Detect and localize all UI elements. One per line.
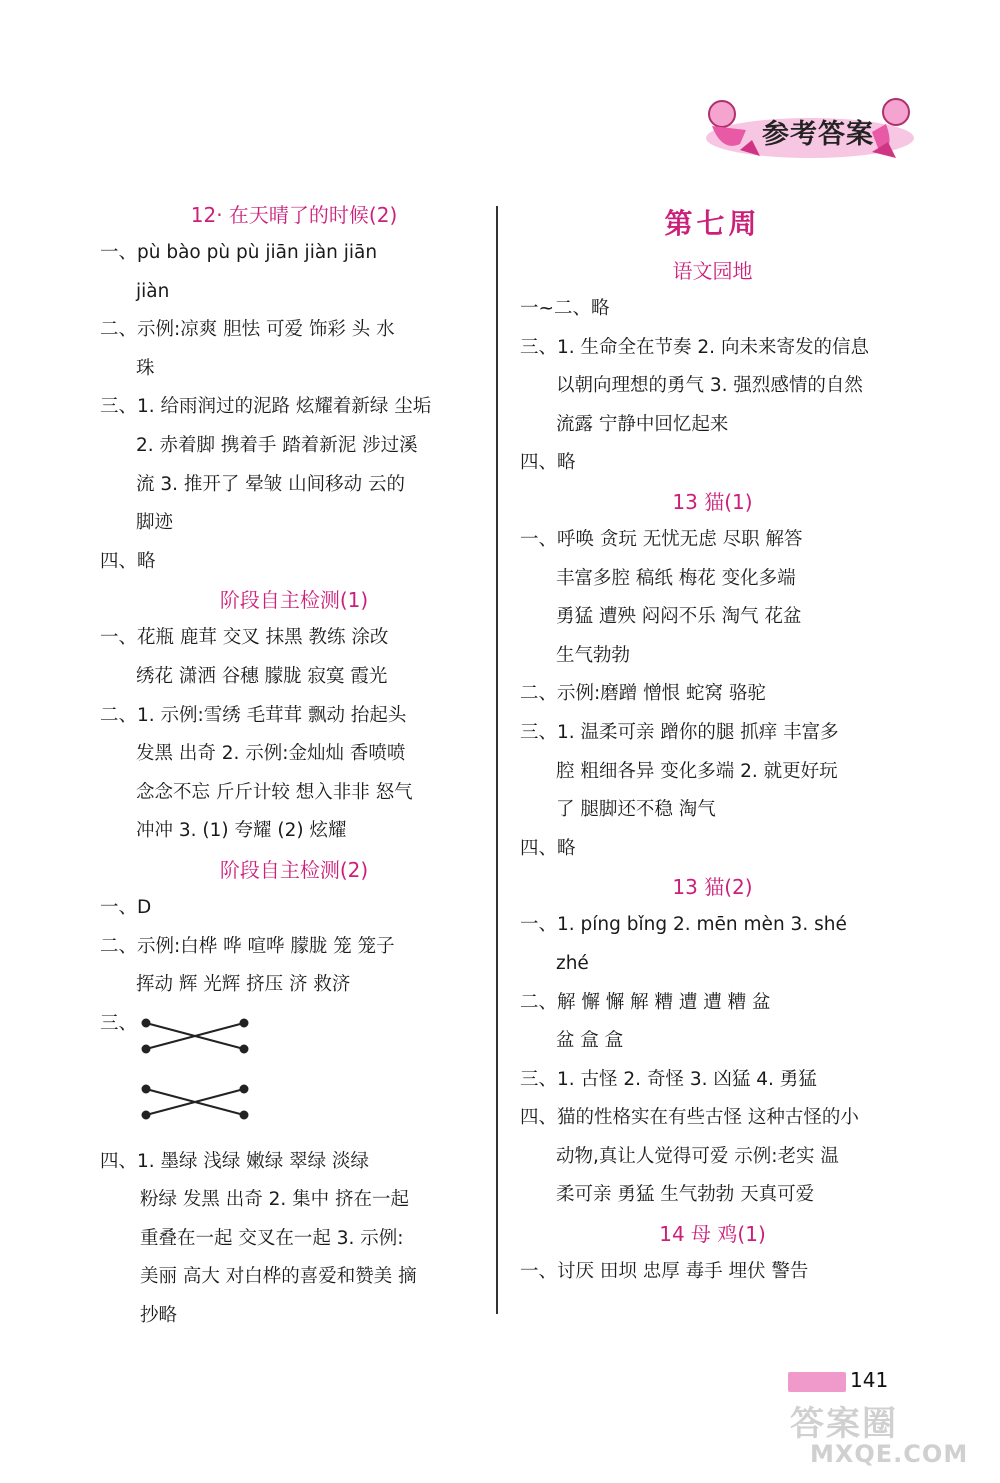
left-column	[100, 196, 488, 1336]
section-title: 13 猫(2)	[672, 875, 753, 900]
answer-line: 粉绿 发黑 出奇 2. 集中 挤在一起	[140, 1189, 410, 1211]
answer-line: 四、略	[520, 837, 576, 859]
answer-line: 冲冲 3. (1) 夸耀 (2) 炫耀	[136, 820, 347, 842]
section-title: 阶段自主检测(2)	[219, 857, 369, 882]
answer-line: 二、示例:磨蹭 憎恨 蛇窝 骆驼	[520, 683, 766, 705]
page-number-area	[788, 1368, 928, 1398]
answer-line: zhé	[556, 952, 589, 974]
section-title: 14 母 鸡(1)	[659, 1222, 766, 1247]
section-title: 12· 在天晴了的时候(2)	[190, 203, 398, 227]
matching-label: 三、	[100, 1012, 138, 1034]
week-title: 第七周	[664, 207, 761, 240]
matching-exercise	[100, 1005, 488, 1143]
answer-line: 四、略	[100, 550, 156, 572]
answer-line: 以朝向理想的勇气 3. 强烈感情的自然	[556, 375, 863, 397]
answer-line: 四、略	[520, 452, 576, 474]
answer-line: 脚迹	[136, 512, 174, 534]
answer-line: 三、1. 古怪 2. 奇怪 3. 凶猛 4. 勇猛	[520, 1068, 817, 1090]
answer-line: 二、1. 示例:雪绣 毛茸茸 飘动 抬起头	[100, 704, 407, 726]
answer-line: 抄略	[140, 1305, 178, 1327]
answer-line: 挥动 辉 光辉 挤压 济 救济	[136, 974, 351, 996]
section-title: 13 猫(1)	[672, 489, 753, 514]
page-number-decoration	[788, 1372, 846, 1392]
answer-line: 珠	[136, 357, 155, 379]
section-title: 阶段自主检测(1)	[219, 588, 369, 613]
answer-line: 重叠在一起 交叉在一起 3. 示例:	[140, 1227, 404, 1249]
answer-line: 三、1. 生命全在节奏 2. 向未来寄发的信息	[520, 336, 869, 358]
answer-key-title: 参考答案	[762, 119, 874, 150]
answer-line: 流 3. 推开了 晕皱 山间移动 云的	[136, 473, 406, 495]
answer-line: 发黑 出奇 2. 示例:金灿灿 香喷喷	[136, 743, 406, 765]
answer-line: 柔可亲 勇猛 生气勃勃 天真可爱	[556, 1184, 815, 1206]
answer-line: 四、猫的性格实在有些古怪 这种古怪的小	[520, 1107, 859, 1129]
answer-line: 2. 赤着脚 携着手 踏着新泥 涉过溪	[136, 434, 418, 456]
answer-line: 三、1. 给雨润过的泥路 炫耀着新绿 尘垢	[100, 396, 432, 418]
answer-line: 了 腿脚还不稳 淘气	[556, 799, 716, 821]
answer-line: 盆 盒 盒	[556, 1030, 624, 1052]
answer-line: 勇猛 遭殃 闷闷不乐 淘气 花盆	[556, 606, 802, 628]
answer-line: 一~二、略	[520, 298, 610, 319]
answer-line: 动物,真让人觉得可爱 示例:老实 温	[556, 1145, 839, 1167]
answer-line: 绣花 潇洒 谷穗 朦胧 寂寞 霞光	[136, 665, 388, 687]
watermark-logo: 答案圈	[790, 1404, 898, 1444]
answer-line: 一、呼唤 贪玩 无忧无虑 尽职 解答	[520, 528, 803, 550]
answer-line: 腔 粗细各异 变化多端 2. 就更好玩	[556, 760, 838, 782]
answer-line: 一、花瓶 鹿茸 交叉 抹黑 教练 涂改	[100, 627, 389, 649]
answer-line: 四、1. 墨绿 浅绿 嫩绿 翠绿 淡绿	[100, 1150, 370, 1172]
answer-line: 三、1. 温柔可亲 蹭你的腿 抓痒 丰富多	[520, 721, 839, 743]
matching-lines-diagram	[140, 1013, 252, 1137]
answer-line: 丰富多腔 稿纸 梅花 变化多端	[556, 567, 796, 589]
answer-line: 流露 宁静中回忆起来	[556, 413, 729, 435]
column-divider	[496, 206, 498, 1314]
answer-line: jiàn	[136, 280, 170, 302]
answer-line: 一、讨厌 田坝 忠厚 毒手 埋伏 警告	[520, 1261, 809, 1283]
answer-line: 念念不忘 斤斤计较 想入非非 怒气	[136, 781, 413, 803]
answer-line: 一、1. píng bǐng 2. mēn mèn 3. shé	[520, 914, 847, 936]
page-number: 141	[850, 1368, 889, 1392]
answer-line: 生气勃勃	[556, 644, 631, 666]
answer-line: 一、pù bào pù pù jiān jiàn jiān	[100, 242, 378, 263]
section-title: 语文园地	[672, 259, 753, 283]
answer-line: 二、示例:凉爽 胆怯 可爱 饰彩 头 水	[100, 319, 395, 341]
watermark-url: MXQE.COM	[810, 1440, 969, 1468]
answer-line: 二、示例:白桦 哗 喧哗 朦胧 笼 笼子	[100, 935, 395, 957]
answer-line: 美丽 高大 对白桦的喜爱和赞美 摘	[140, 1266, 417, 1288]
right-column	[520, 196, 905, 1292]
answer-line: 一、D	[100, 896, 152, 918]
answer-line: 二、解 懈 懈 解 糟 遭 遭 糟 盆	[520, 991, 771, 1013]
